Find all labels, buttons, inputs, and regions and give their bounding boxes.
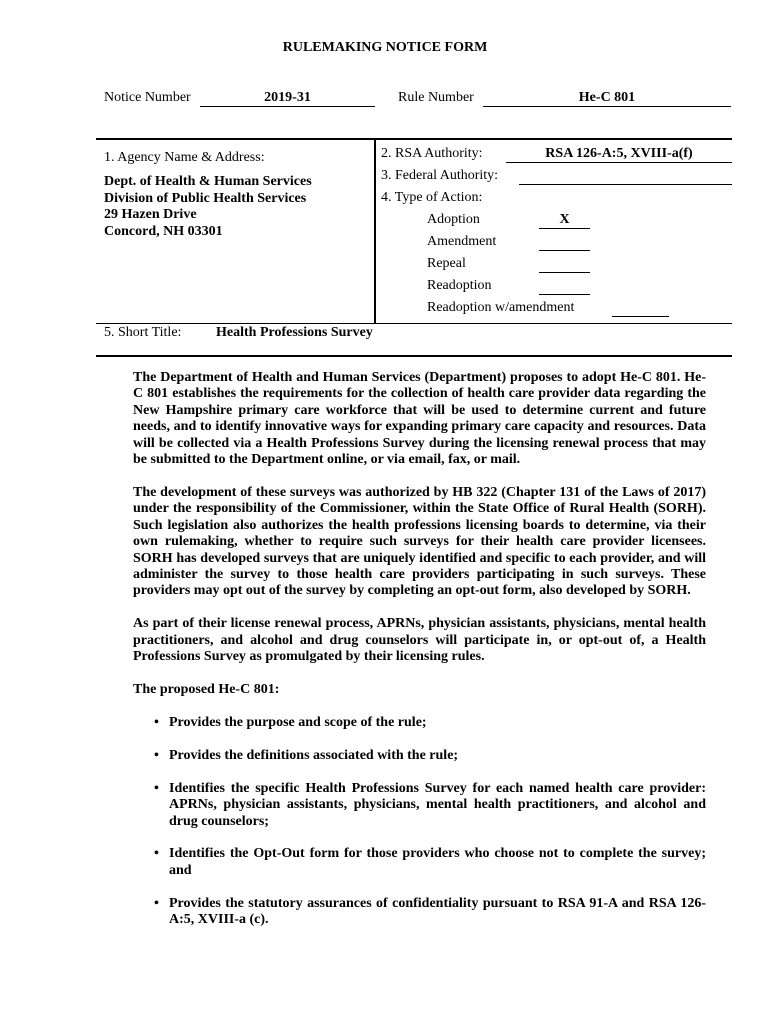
rule-number-field[interactable]: He-C 801 — [483, 89, 731, 107]
action-adoption-field[interactable]: X — [539, 211, 590, 229]
action-readoption-amendment-field[interactable] — [612, 299, 669, 317]
list-item — [133, 781, 706, 830]
rsa-authority-label: 2. RSA Authority: — [381, 146, 483, 161]
bullet-icon: • — [154, 846, 159, 862]
form-column-divider — [374, 139, 376, 324]
list-item — [133, 748, 706, 764]
federal-authority-field[interactable] — [519, 167, 732, 185]
list-item — [133, 846, 706, 879]
bullet-icon: • — [154, 714, 159, 730]
list-item-text: Provides the definitions associated with the rule; — [169, 747, 459, 763]
agency-label: 1. Agency Name & Address: — [104, 150, 265, 165]
body-paragraph: The development of these surveys was authorized by HB 322 (Chapter 131 of the Laws of 2017) under the responsibility of the Commissioner, within the State Office of Rural Health (SORH). Such legislation also authorizes the health professions licensing boards to determine, via their own rulemaking, whether to require such surveys for their health care provider licensees. SORH has developed surveys that are uniquely identified and specific to each provider, and will administer the survey to those health care providers participating in such surveys. These providers may opt out of the survey by completing an opt-out form, also developed by SORH. — [133, 484, 706, 599]
rsa-authority-field[interactable]: RSA 126-A:5, XVIII-a(f) — [506, 145, 732, 163]
action-repeal-label: Repeal — [427, 256, 466, 271]
form-title: RULEMAKING NOTICE FORM — [282, 40, 488, 55]
proposed-heading: The proposed He-C 801: — [133, 682, 280, 697]
form-top-rule — [96, 138, 732, 140]
action-adoption-label: Adoption — [427, 212, 480, 227]
body-paragraph: As part of their license renewal process, APRNs, physician assistants, physicians, mental health practitioners, and alcohol and drug counselors will participate in, or opt-out of, a Health Professions Survey as promulgated by their licensing rules. — [133, 616, 706, 665]
notice-number-label: Notice Number — [104, 90, 191, 105]
notice-body — [133, 370, 706, 929]
agency-address-line: Division of Public Health Services — [104, 190, 307, 206]
rule-number-label: Rule Number — [398, 90, 474, 105]
list-item-text: Identifies the specific Health Professions Survey for each named health care provider: APRNs, physician assistants, physicians, mental health practitioners, and alcohol and drug counselors; — [169, 780, 706, 829]
type-of-action-label: 4. Type of Action: — [381, 190, 483, 205]
form-middle-rule — [96, 323, 732, 324]
agency-address-line: Concord, NH 03301 — [104, 223, 223, 239]
agency-address — [104, 174, 369, 240]
bullet-icon: • — [154, 747, 159, 763]
bullet-icon: • — [154, 895, 159, 911]
notice-number-field[interactable]: 2019-31 — [200, 89, 375, 107]
list-item-text: Identifies the Opt-Out form for those providers who choose not to complete the survey; and — [169, 846, 706, 878]
list-item-text: Provides the statutory assurances of confidentiality pursuant to RSA 91-A and RSA 126-A:5, XVIII-a (c). — [169, 895, 706, 928]
list-item-text: Provides the purpose and scope of the rule; — [169, 714, 427, 730]
agency-address-line: Dept. of Health & Human Services — [104, 174, 312, 189]
agency-address-line: 29 Hazen Drive — [104, 207, 197, 222]
body-paragraph: The Department of Health and Human Services (Department) proposes to adopt He-C 801. He-C 801 establishes the requirements for the collection of health care provider data regarding the New Hampshire primary care workforce that will be used to determine current and future needs, and to identify innovative ways for expanding primary care capacity and resources. Data will be collected via a Health Professions Survey during the licensing renewal process that may be submitted to the Department online, or via email, fax, or mail. — [133, 370, 706, 468]
action-amendment-field[interactable] — [539, 233, 590, 251]
action-amendment-label: Amendment — [427, 234, 497, 249]
action-readoption-amendment-label: Readoption w/amendment — [427, 300, 575, 315]
short-title-value: Health Professions Survey — [216, 325, 373, 340]
action-repeal-field[interactable] — [539, 255, 590, 273]
federal-authority-label: 3. Federal Authority: — [381, 168, 499, 183]
bullet-icon: • — [154, 780, 159, 796]
action-readoption-label: Readoption — [427, 278, 492, 293]
short-title-label: 5. Short Title: — [104, 325, 182, 340]
action-readoption-field[interactable] — [539, 277, 590, 295]
form-bottom-rule — [96, 355, 732, 357]
list-item — [133, 715, 706, 731]
list-item — [133, 896, 706, 929]
